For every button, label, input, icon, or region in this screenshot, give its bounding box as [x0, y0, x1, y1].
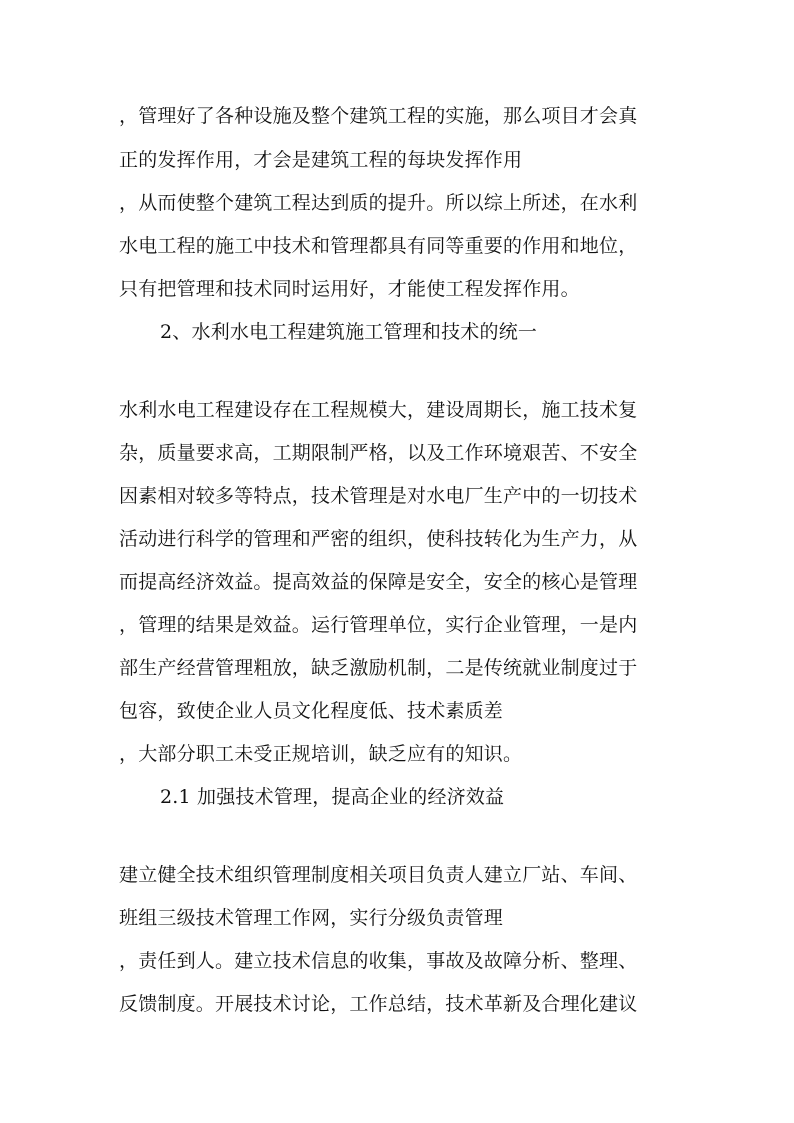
text-line: ，从而使整个建筑工程达到质的提升。所以综上所述，在水利 [119, 192, 638, 214]
text-line: ，管理的结果是效益。运行管理单位，实行企业管理，一是内 [119, 614, 638, 636]
text-line: 杂，质量要求高，工期限制严格，以及工作环境艰苦、不安全 [119, 442, 638, 464]
text-line: ，管理好了各种设施及整个建筑工程的实施，那么项目才会真 [119, 105, 638, 127]
text-line: 因素相对较多等特点，技术管理是对水电厂生产中的一切技术 [119, 485, 638, 507]
text-line: 反馈制度。开展技术讨论，工作总结，技术革新及合理化建议 [119, 993, 638, 1015]
text-line: ，责任到人。建立技术信息的收集，事故及故障分析、整理、 [119, 950, 638, 972]
section-heading: 2.1 加强技术管理，提高企业的经济效益 [160, 786, 505, 808]
text-line: 正的发挥作用，才会是建筑工程的每块发挥作用 [119, 149, 523, 171]
text-line: 建立健全技术组织管理制度相关项目负责人建立厂站、车间、 [119, 864, 638, 886]
text-line: 水电工程的施工中技术和管理都具有同等重要的作用和地位， [119, 235, 638, 257]
text-line: 部生产经营管理粗放，缺乏激励机制，二是传统就业制度过于 [119, 657, 638, 679]
section-heading: 2、水利水电工程建筑施工管理和技术的统一 [160, 321, 538, 343]
text-line: 活动进行科学的管理和严密的组织，使科技转化为生产力，从 [119, 528, 638, 550]
text-line: 水利水电工程建设存在工程规模大，建设周期长，施工技术复 [119, 399, 638, 421]
text-line: ，大部分职工未受正规培训，缺乏应有的知识。 [119, 743, 523, 765]
text-line: 包容，致使企业人员文化程度低、技术素质差 [119, 700, 504, 722]
text-line: 班组三级技术管理工作网，实行分级负责管理 [119, 907, 504, 929]
text-line: 只有把管理和技术同时运用好，才能使工程发挥作用。 [119, 278, 580, 300]
text-line: 而提高经济效益。提高效益的保障是安全，安全的核心是管理 [119, 571, 638, 593]
